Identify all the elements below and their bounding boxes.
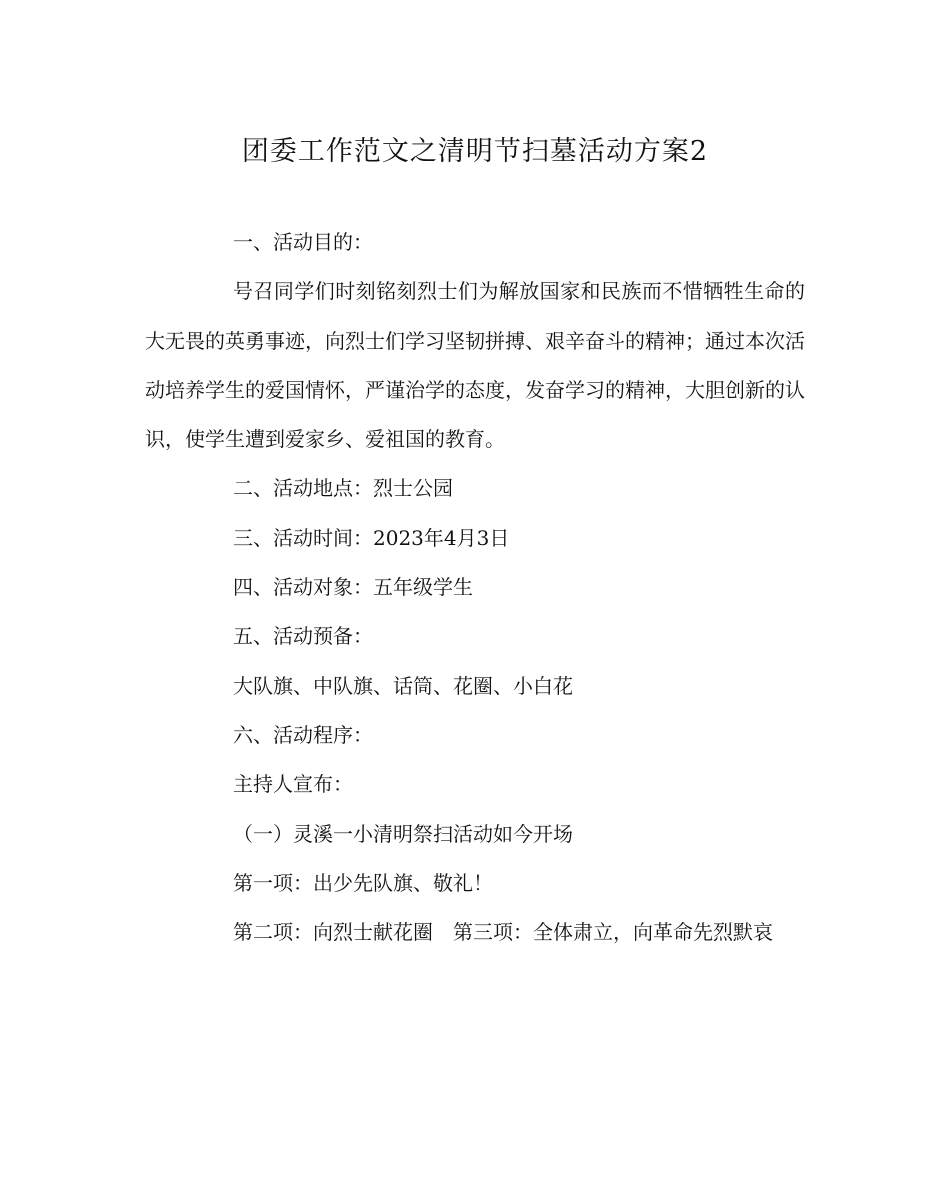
section-host-announce: 主持人宣布： [233, 772, 353, 797]
section-time: 三、活动时间：2023年4月3日 [233, 525, 510, 550]
document-title: 团委工作范文之清明节扫墓活动方案2 [241, 136, 709, 167]
document-body [145, 218, 805, 957]
section-preparation-heading: 五、活动预备： [233, 624, 373, 649]
section-preparation-items: 大队旗、中队旗、话筒、花圈、小白花 [233, 673, 573, 698]
section-audience: 四、活动对象：五年级学生 [233, 575, 473, 600]
section-item-one: 第一项：出少先队旗、敬礼！ [233, 870, 493, 895]
section-item-three: 第三项：全体肃立，向革命先烈默哀 [453, 920, 773, 945]
section-purpose-body: 号召同学们时刻铭刻烈士们为解放国家和民族而不惜牺牲生命的大无畏的英勇事迹，向烈士们学习坚韧拼搏、艰辛奋斗的精神；通过本次活动培养学生的爱国情怀，严谨治学的态度，发奋学习的精神，大胆创新的认识，使学生遭到爱家乡、爱祖国的教育。 [145, 279, 805, 452]
section-opening: （一）灵溪一小清明祭扫活动如今开场 [233, 821, 573, 846]
section-items-two-three [145, 908, 805, 957]
section-item-two: 第二项：向烈士献花圈 [233, 920, 433, 945]
section-location: 二、活动地点：烈士公园 [233, 476, 453, 501]
section-purpose-heading: 一、活动目的： [233, 230, 373, 254]
section-procedure-heading: 六、活动程序： [233, 722, 373, 747]
